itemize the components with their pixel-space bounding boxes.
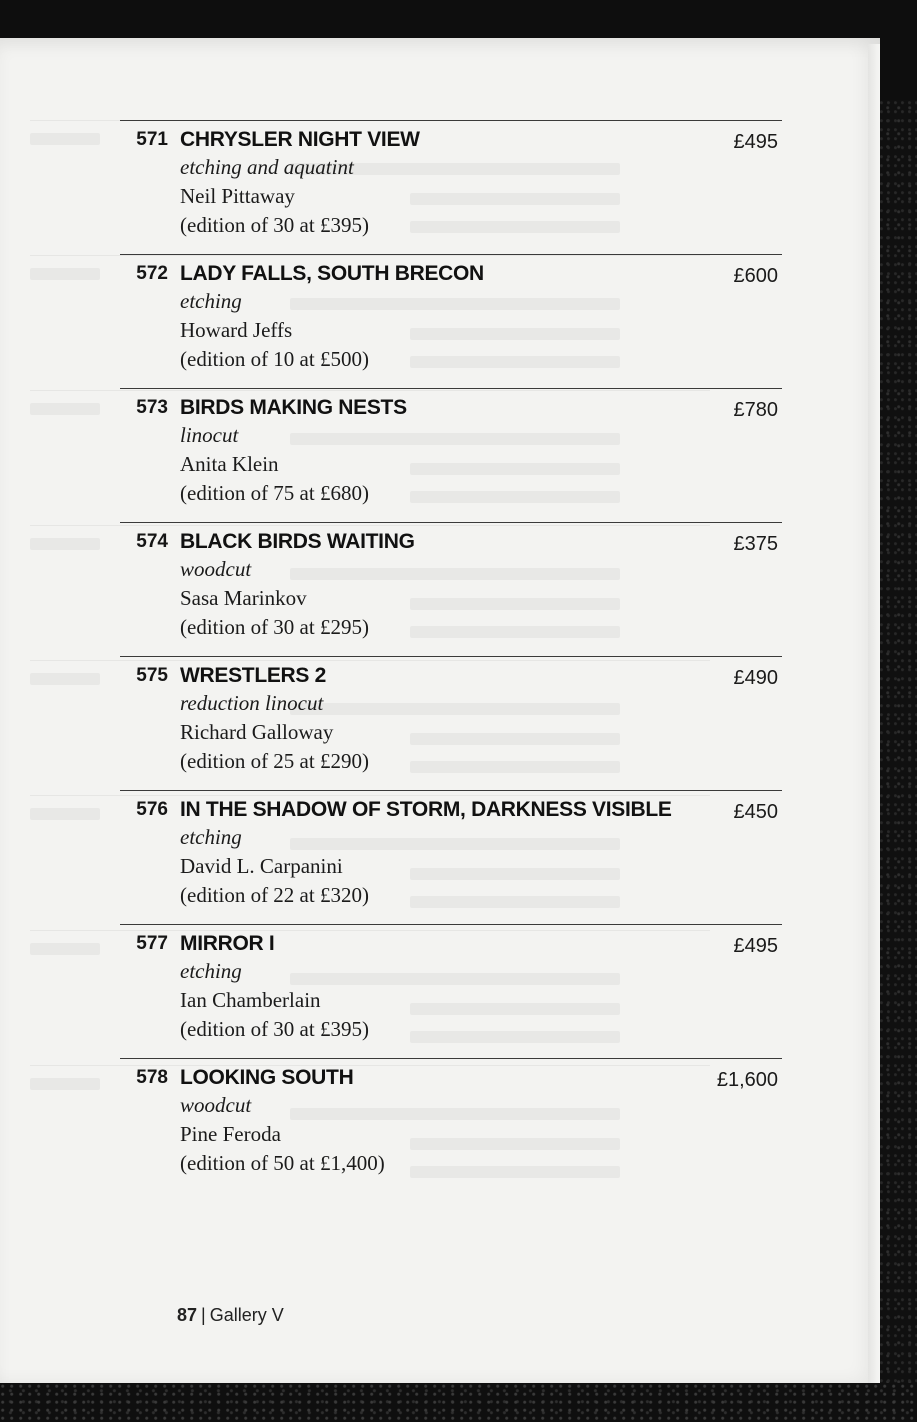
artwork-price: £450 (733, 801, 778, 823)
page-number: 87 (177, 1305, 198, 1325)
artwork-price: £490 (733, 667, 778, 689)
artist-name: Richard Galloway (180, 720, 334, 744)
artwork-price: £780 (733, 399, 778, 421)
artist-name: Anita Klein (180, 452, 279, 476)
artwork-medium: reduction linocut (180, 691, 324, 715)
footer-separator: | (201, 1305, 206, 1325)
artist-name: David L. Carpanini (180, 854, 343, 878)
artwork-entry (120, 120, 782, 254)
artist-name: Neil Pittaway (180, 184, 295, 208)
artwork-entry (120, 254, 782, 388)
edition-info: (edition of 30 at £295) (180, 615, 369, 639)
edition-info: (edition of 25 at £290) (180, 749, 369, 773)
artwork-price: £495 (733, 935, 778, 957)
lot-number: 575 (136, 665, 168, 686)
background-surface-bottom (0, 1383, 917, 1422)
artwork-medium: etching and aquatint (180, 155, 354, 179)
artwork-medium: etching (180, 825, 242, 849)
page-edge (868, 44, 880, 1384)
artwork-title: LADY FALLS, SOUTH BRECON (180, 262, 484, 285)
page-footer (177, 1305, 284, 1326)
edition-info: (edition of 30 at £395) (180, 213, 369, 237)
lot-number: 578 (136, 1067, 168, 1088)
artwork-medium: etching (180, 289, 242, 313)
artwork-entry (120, 924, 782, 1058)
artwork-title: LOOKING SOUTH (180, 1066, 354, 1089)
artwork-title: CHRYSLER NIGHT VIEW (180, 128, 420, 151)
entry-details (180, 1065, 720, 1178)
artist-name: Ian Chamberlain (180, 988, 321, 1012)
artwork-price: £495 (733, 131, 778, 153)
artwork-medium: etching (180, 959, 242, 983)
artist-name: Pine Feroda (180, 1122, 281, 1146)
artwork-entry (120, 388, 782, 522)
entry-details (180, 797, 720, 910)
entry-details (180, 261, 720, 374)
section-name: Gallery V (209, 1305, 284, 1325)
lot-number: 577 (136, 933, 168, 954)
artwork-entry (120, 790, 782, 924)
artwork-price: £1,600 (716, 1069, 778, 1091)
edition-info: (edition of 50 at £1,400) (180, 1151, 385, 1175)
entry-details (180, 663, 720, 776)
artwork-title: BLACK BIRDS WAITING (180, 530, 415, 553)
entry-details (180, 127, 720, 240)
lot-number: 574 (136, 531, 168, 552)
artwork-title: IN THE SHADOW OF STORM, DARKNESS VISIBLE (180, 798, 672, 821)
edition-info: (edition of 30 at £395) (180, 1017, 369, 1041)
entry-details (180, 931, 720, 1044)
entry-details (180, 529, 720, 642)
edition-info: (edition of 75 at £680) (180, 481, 369, 505)
artwork-entry (120, 1058, 782, 1192)
lot-number: 576 (136, 799, 168, 820)
lot-number: 573 (136, 397, 168, 418)
artwork-listing (120, 120, 782, 1192)
background-surface (880, 100, 917, 1422)
edition-info: (edition of 22 at £320) (180, 883, 369, 907)
artwork-entry (120, 656, 782, 790)
artist-name: Howard Jeffs (180, 318, 293, 342)
artwork-entry (120, 522, 782, 656)
artwork-title: MIRROR I (180, 932, 275, 955)
artwork-medium: linocut (180, 423, 239, 447)
lot-number: 572 (136, 263, 168, 284)
lot-number: 571 (136, 129, 168, 150)
edition-info: (edition of 10 at £500) (180, 347, 369, 371)
artwork-medium: woodcut (180, 557, 252, 581)
artwork-price: £375 (733, 533, 778, 555)
artwork-title: BIRDS MAKING NESTS (180, 396, 407, 419)
artwork-title: WRESTLERS 2 (180, 664, 327, 687)
artwork-price: £600 (733, 265, 778, 287)
artwork-medium: woodcut (180, 1093, 252, 1117)
artist-name: Sasa Marinkov (180, 586, 307, 610)
entry-details (180, 395, 720, 508)
